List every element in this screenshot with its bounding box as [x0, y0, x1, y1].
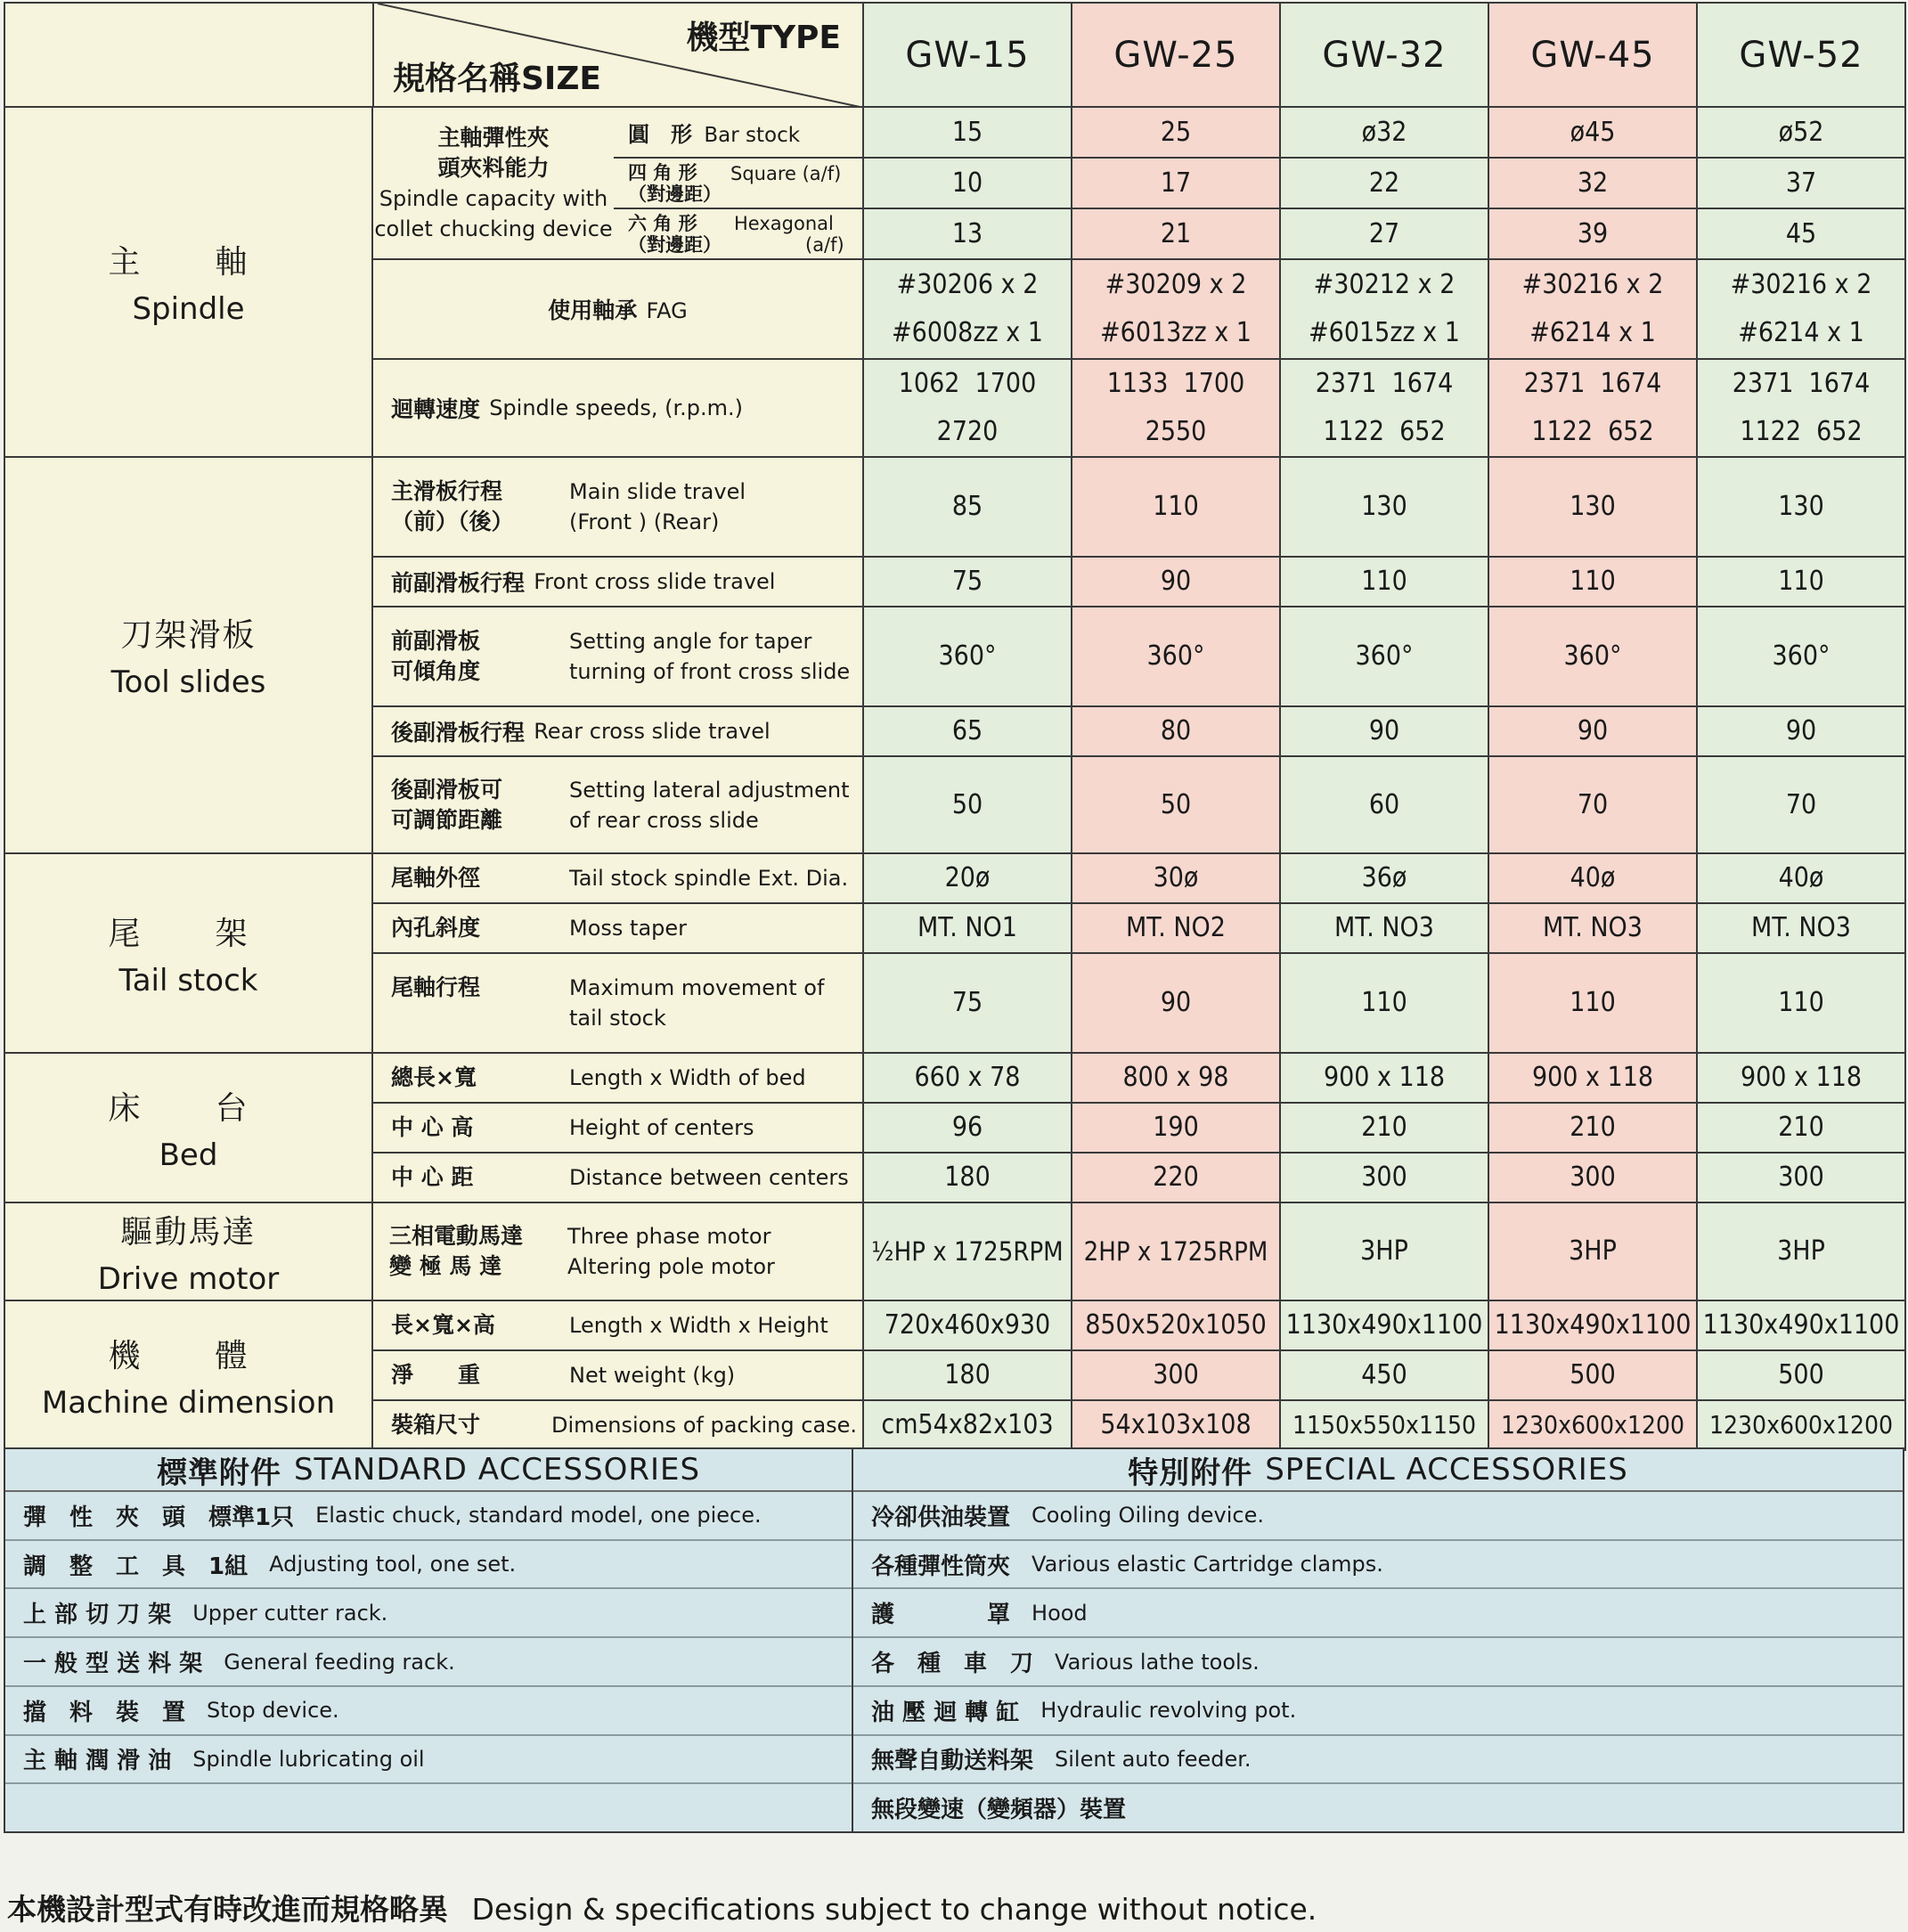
table-row	[4, 1053, 1905, 1103]
list-item: 各種彈性筒夾 Various elastic Cartridge clamps.	[853, 1541, 1903, 1590]
value-cell: 850x520x1050	[1072, 1300, 1280, 1350]
value-cell: 800 x 98	[1072, 1053, 1280, 1103]
value-cell: 13	[863, 208, 1072, 259]
value-cell: 90	[1072, 557, 1280, 607]
value-cell: MT. NO3	[1697, 903, 1905, 953]
list-item: 無段變速（變頻器）裝置	[871, 1797, 1127, 1824]
list-item: 擋 料 裝 置 Stop device.	[5, 1687, 852, 1736]
value-cell: 110	[1280, 557, 1488, 607]
taper-angle-label: 前副滑板 可傾角度 Setting angle for taper turning of front cross slide	[372, 607, 863, 706]
value-cell: 130	[1280, 457, 1488, 557]
value-cell: 130	[1697, 457, 1905, 557]
packing-label: 裝箱尺寸 Dimensions of packing case.	[372, 1400, 863, 1450]
value-cell: 900 x 118	[1280, 1053, 1488, 1103]
table-row	[4, 1300, 1905, 1350]
value-cell: 210	[1697, 1103, 1905, 1153]
value-cell: 25	[1072, 107, 1280, 158]
standard-accessories	[5, 1449, 853, 1831]
standard-accessories-title: 標準附件 STANDARD ACCESSORIES	[5, 1449, 852, 1492]
value-cell: 660 x 78	[863, 1053, 1072, 1103]
list-item: 護 罩 Hood	[853, 1589, 1903, 1638]
footer-zh: 本機設計型式有時改進而規格略異	[7, 1892, 448, 1927]
tail-move-label: 尾軸行程 Maximum movement of tail stock	[372, 953, 863, 1053]
special-accessories-title: 特別附件 SPECIAL ACCESSORIES	[853, 1449, 1903, 1492]
value-cell: 45	[1697, 208, 1905, 259]
value-cell: 110	[1488, 557, 1697, 607]
value-cell: 22	[1280, 158, 1488, 208]
value-cell: 96	[863, 1103, 1072, 1153]
shape-square: 四 角 形 （對邊距） Square (a/f)	[614, 158, 862, 208]
dimension-label: 長×寬×高 Length x Width x Height	[372, 1300, 863, 1350]
value-cell: 300	[1488, 1153, 1697, 1202]
model-gw32: GW-32	[1280, 3, 1488, 107]
value-cell: 110	[1697, 953, 1905, 1053]
accessories-panel	[4, 1447, 1904, 1833]
group-drive-motor	[4, 1202, 372, 1300]
value-cell: 1133 1700 2550	[1072, 359, 1280, 457]
group-en: Tail stock	[118, 962, 258, 999]
value-cell: 85	[863, 457, 1072, 557]
moss-taper-label: 內孔斜度 Moss taper	[372, 903, 863, 953]
value-cell: 220	[1072, 1153, 1280, 1202]
value-cell: 10	[863, 158, 1072, 208]
header-row	[4, 3, 1905, 107]
value-cell: MT. NO2	[1072, 903, 1280, 953]
value-cell: 130	[1488, 457, 1697, 557]
footer-en: Design & specifications subject to change without notice.	[471, 1892, 1317, 1927]
value-cell: 110	[1488, 953, 1697, 1053]
group-zh: 驅動馬達	[120, 1213, 257, 1251]
value-cell: 1130x490x1100	[1697, 1300, 1905, 1350]
value-cell: 36ø	[1280, 853, 1488, 903]
center-dist-label: 中 心 距 Distance between centers	[372, 1153, 863, 1202]
value-cell: 1150x550x1150	[1280, 1400, 1488, 1450]
model-gw52: GW-52	[1697, 3, 1905, 107]
main-slide-label: 主滑板行程 （前）（後） Main slide travel (Front ) (Rear)	[372, 457, 863, 557]
value-cell: cm54x82x103	[863, 1400, 1072, 1450]
value-cell: 15	[863, 107, 1072, 158]
value-cell: MT. NO1	[863, 903, 1072, 953]
list-item: 油 壓 迴 轉 缸 Hydraulic revolving pot.	[853, 1687, 1903, 1736]
value-cell: 90	[1697, 706, 1905, 756]
value-cell: MT. NO3	[1280, 903, 1488, 953]
list-item: 各 種 車 刀 Various lathe tools.	[853, 1638, 1903, 1687]
table-row	[4, 853, 1905, 903]
size-label: 規格名稱SIZE	[393, 61, 602, 97]
value-cell: 210	[1280, 1103, 1488, 1153]
value-cell: 1130x490x1100	[1280, 1300, 1488, 1350]
bed-size-label: 總長×寬 Length x Width of bed	[372, 1053, 863, 1103]
bearing-label: 使用軸承 FAG	[372, 259, 863, 359]
value-cell: 2371 1674 1122 652	[1697, 359, 1905, 457]
value-cell: 39	[1488, 208, 1697, 259]
group-zh: 床 台	[108, 1089, 269, 1127]
value-cell: 110	[1697, 557, 1905, 607]
shape-bar-stock: 圓 形 Bar stock	[628, 122, 801, 147]
special-accessories	[853, 1449, 1903, 1831]
value-cell: 90	[1488, 706, 1697, 756]
value-cell: 1130x490x1100	[1488, 1300, 1697, 1350]
group-en: Tool slides	[110, 664, 266, 700]
value-cell: 60	[1280, 756, 1488, 853]
group-zh: 機 體	[108, 1337, 269, 1374]
value-cell: 180	[863, 1153, 1072, 1202]
value-cell: 300	[1072, 1350, 1280, 1400]
value-cell: 50	[1072, 756, 1280, 853]
value-cell: 1230x600x1200	[1697, 1400, 1905, 1450]
value-cell: 21	[1072, 208, 1280, 259]
spec-table	[4, 2, 1906, 1451]
group-machine-dimension	[4, 1300, 372, 1450]
list-item: 冷卻供油裝置 Cooling Oiling device.	[853, 1492, 1903, 1541]
net-weight-label: 淨 重 Net weight (kg)	[372, 1350, 863, 1400]
value-cell: ø32	[1280, 107, 1488, 158]
value-cell: 180	[863, 1350, 1072, 1400]
group-tool-slides	[4, 457, 372, 853]
group-zh: 刀架滑板	[120, 617, 257, 654]
footer-notice	[7, 1887, 1317, 1928]
value-cell: 300	[1697, 1153, 1905, 1202]
motor-label: 三相電動馬達 變 極 馬 達 Three phase motor Altering pole motor	[372, 1202, 863, 1300]
value-cell: 80	[1072, 706, 1280, 756]
value-cell: 32	[1488, 158, 1697, 208]
value-cell: 3HP	[1488, 1202, 1697, 1300]
list-item: 一 般 型 送 料 架 General feeding rack.	[5, 1638, 852, 1687]
value-cell: 360°	[1280, 607, 1488, 706]
model-gw25: GW-25	[1072, 3, 1280, 107]
table-row	[4, 1202, 1905, 1300]
group-spindle	[4, 107, 372, 457]
value-cell: 2HP x 1725RPM	[1072, 1202, 1280, 1300]
spindle-speeds-label: 迴轉速度 Spindle speeds, (r.p.m.)	[372, 359, 863, 457]
value-cell: ø52	[1697, 107, 1905, 158]
list-item: 彈 性 夾 頭 標準1只 Elastic chuck, standard model, one piece.	[5, 1492, 852, 1541]
value-cell: 300	[1280, 1153, 1488, 1202]
list-item: 主 軸 潤 滑 油 Spindle lubricating oil	[5, 1736, 852, 1785]
shape-hexagonal: 六 角 形 （對邊距） Hexagonal (a/f)	[614, 208, 862, 258]
value-cell: 90	[1072, 953, 1280, 1053]
value-cell: 54x103x108	[1072, 1400, 1280, 1450]
value-cell: ½HP x 1725RPM	[863, 1202, 1072, 1300]
value-cell: 70	[1697, 756, 1905, 853]
value-cell: 2371 1674 1122 652	[1488, 359, 1697, 457]
value-cell: ø45	[1488, 107, 1697, 158]
group-zh: 尾 架	[108, 915, 269, 952]
value-cell: 360°	[863, 607, 1072, 706]
value-cell: 360°	[1072, 607, 1280, 706]
group-zh: 主 軸	[108, 244, 269, 281]
value-cell: #30209 x 2 #6013zz x 1	[1072, 259, 1280, 359]
value-cell: 360°	[1488, 607, 1697, 706]
group-en: Bed	[159, 1137, 218, 1173]
value-cell: 1062 1700 2720	[863, 359, 1072, 457]
value-cell: 20ø	[863, 853, 1072, 903]
value-cell: 210	[1488, 1103, 1697, 1153]
model-gw15: GW-15	[863, 3, 1072, 107]
value-cell: 37	[1697, 158, 1905, 208]
type-label: 機型TYPE	[686, 20, 841, 56]
spindle-capacity-cell	[372, 107, 863, 259]
value-cell: 2371 1674 1122 652	[1280, 359, 1488, 457]
value-cell: 110	[1072, 457, 1280, 557]
front-cross-label: 前副滑板行程 Front cross slide travel	[372, 557, 863, 607]
tail-dia-label: 尾軸外徑 Tail stock spindle Ext. Dia.	[372, 853, 863, 903]
table-row	[4, 457, 1905, 557]
value-cell: 3HP	[1697, 1202, 1905, 1300]
header-corner	[4, 3, 863, 107]
value-cell: 17	[1072, 158, 1280, 208]
value-cell: #30212 x 2 #6015zz x 1	[1280, 259, 1488, 359]
value-cell: 90	[1280, 706, 1488, 756]
value-cell: 30ø	[1072, 853, 1280, 903]
value-cell: 65	[863, 706, 1072, 756]
model-gw45: GW-45	[1488, 3, 1697, 107]
value-cell: #30206 x 2 #6008zz x 1	[863, 259, 1072, 359]
value-cell: 190	[1072, 1103, 1280, 1153]
value-cell: 27	[1280, 208, 1488, 259]
value-cell: 360°	[1697, 607, 1905, 706]
value-cell: 75	[863, 557, 1072, 607]
list-item-empty	[5, 1784, 852, 1831]
value-cell: 50	[863, 756, 1072, 853]
value-cell: 500	[1488, 1350, 1697, 1400]
list-item: 無聲自動送料架 Silent auto feeder.	[853, 1736, 1903, 1785]
value-cell: 720x460x930	[863, 1300, 1072, 1350]
list-item: 上 部 切 刀 架 Upper cutter rack.	[5, 1589, 852, 1638]
value-cell: #30216 x 2 #6214 x 1	[1488, 259, 1697, 359]
value-cell: 70	[1488, 756, 1697, 853]
group-en: Spindle	[132, 291, 245, 327]
group-en: Machine dimension	[41, 1384, 336, 1421]
value-cell: 40ø	[1697, 853, 1905, 903]
list-item: 調 整 工 具 1組 Adjusting tool, one set.	[5, 1541, 852, 1590]
rear-cross-label: 後副滑板行程 Rear cross slide travel	[372, 706, 863, 756]
value-cell: 500	[1697, 1350, 1905, 1400]
value-cell: 40ø	[1488, 853, 1697, 903]
center-height-label: 中 心 高 Height of centers	[372, 1103, 863, 1153]
value-cell: 75	[863, 953, 1072, 1053]
table-row	[4, 107, 1905, 158]
value-cell: 3HP	[1280, 1202, 1488, 1300]
value-cell: 450	[1280, 1350, 1488, 1400]
value-cell: #30216 x 2 #6214 x 1	[1697, 259, 1905, 359]
value-cell: 900 x 118	[1697, 1053, 1905, 1103]
group-bed	[4, 1053, 372, 1202]
value-cell: 110	[1280, 953, 1488, 1053]
group-tail-stock	[4, 853, 372, 1053]
value-cell: 900 x 118	[1488, 1053, 1697, 1103]
lateral-adj-label: 後副滑板可 可調節距離 Setting lateral adjustment of rear cross slide	[372, 756, 863, 853]
value-cell: MT. NO3	[1488, 903, 1697, 953]
group-en: Drive motor	[97, 1260, 280, 1297]
value-cell: 1230x600x1200	[1488, 1400, 1697, 1450]
spindle-capacity-label: 主軸彈性夾 頭夾料能力 Spindle capacity with collet chucking device	[374, 124, 613, 241]
